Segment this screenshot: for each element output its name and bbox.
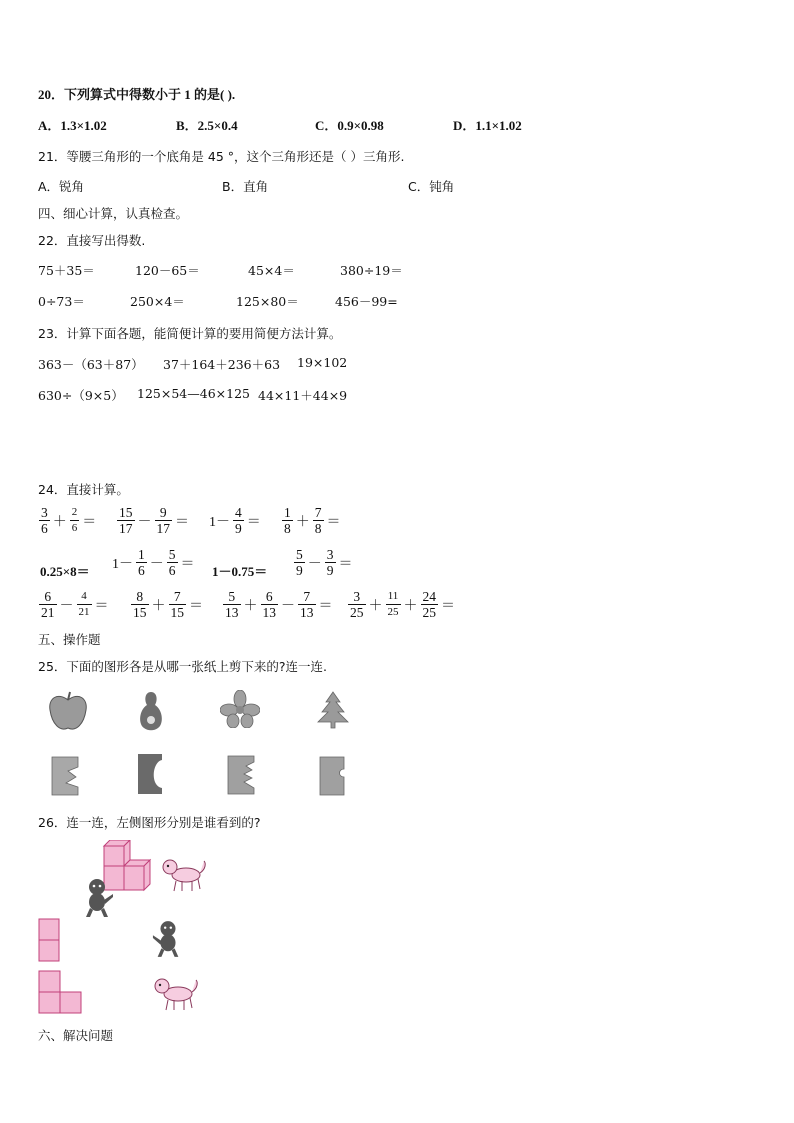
q22-stem: 22．直接写出得数. xyxy=(38,233,146,248)
q21-option-b[interactable]: B．直角 xyxy=(222,179,269,194)
q24-expr: $\frac{3}{6}$ ＋ $\frac{2}{6}$ ＝ xyxy=(41,505,97,536)
monkey-icon[interactable] xyxy=(152,920,184,958)
q24-expr: $\frac{6}{21}$ － $\frac{4}{21}$ ＝ xyxy=(41,589,109,620)
q22-item: 125×80＝ xyxy=(236,294,299,309)
section-4-heading: 四、细心计算，认真检查。 xyxy=(38,206,189,221)
q21-option-c[interactable]: C．钝角 xyxy=(408,179,455,194)
q20-stem: 20．下列算式中得数小于 1 的是( ). xyxy=(38,87,236,102)
view-shape-two-stacked[interactable] xyxy=(38,918,62,964)
section-5-heading: 五、操作题 xyxy=(38,632,101,647)
q20-option-d[interactable]: D．1.1×1.02 xyxy=(453,118,522,133)
monkey-icon[interactable] xyxy=(80,878,114,918)
q23-item: 363－（63＋87） xyxy=(38,357,144,372)
q20-option-c[interactable]: C．0.9×0.98 xyxy=(315,118,384,133)
q24-expr: $\frac{1}{8}$ ＋ $\frac{7}{8}$ ＝ xyxy=(284,505,341,536)
q20-option-a[interactable]: A．1.3×1.02 xyxy=(38,118,107,133)
q22-item: 250×4＝ xyxy=(130,294,185,309)
q26-stem: 26．连一连，左侧图形分别是谁看到的? xyxy=(38,815,261,830)
folded-paper-icon[interactable] xyxy=(318,755,348,797)
q23-item: 630÷（9×5） xyxy=(38,388,124,403)
q22-item: 45×4＝ xyxy=(248,263,295,278)
q23-stem: 23．计算下面各题，能简便计算的要用简便方法计算。 xyxy=(38,326,342,341)
folded-paper-icon[interactable] xyxy=(226,754,256,796)
apple-cutout-icon[interactable] xyxy=(48,690,88,734)
q24-stem: 24．直接计算。 xyxy=(38,482,129,497)
dog-icon[interactable] xyxy=(152,974,200,1012)
gourd-cutout-icon[interactable] xyxy=(136,690,166,732)
q24-expr: $\frac{5}{9}$ － $\frac{3}{9}$ ＝ xyxy=(296,547,353,578)
q22-item: 380÷19＝ xyxy=(340,263,403,278)
q21-option-a[interactable]: A．锐角 xyxy=(38,179,85,194)
q22-item: 75＋35＝ xyxy=(38,263,95,278)
q24-expr: 1－ $\frac{4}{9}$ ＝ xyxy=(209,505,261,536)
q21-stem: 21．等腰三角形的一个底角是 45 °，这个三角形还是（ ）三角形. xyxy=(38,149,405,164)
q23-item: 37＋164＋236＋63 xyxy=(163,357,281,372)
q20-option-b[interactable]: B．2.5×0.4 xyxy=(176,118,238,133)
q24-expr: $\frac{3}{25}$ ＋ $\frac{11}{25}$ ＋ $\frac{24}{25}$ ＝ xyxy=(350,589,455,620)
flower-cutout-icon[interactable] xyxy=(220,690,260,728)
tree-cutout-icon[interactable] xyxy=(316,690,350,730)
q22-item: 120－65＝ xyxy=(135,263,200,278)
q24-expr: $\frac{8}{15}$ ＋ $\frac{7}{15}$ ＝ xyxy=(133,589,203,620)
folded-paper-icon[interactable] xyxy=(50,755,80,797)
dog-icon[interactable] xyxy=(160,855,208,893)
q25-stem: 25．下面的图形各是从哪一张纸上剪下来的?连一连. xyxy=(38,659,328,674)
view-shape-l-three[interactable] xyxy=(38,970,84,1016)
q22-item: 456－99= xyxy=(335,294,398,309)
section-6-heading: 六、解决问题 xyxy=(38,1028,114,1043)
q23-item: 125×54—46×125 xyxy=(137,386,250,401)
q24-expr: 1－ $\frac{1}{6}$ － $\frac{5}{6}$ ＝ xyxy=(112,547,195,578)
q24-expr: 1－0.75＝ xyxy=(212,564,268,579)
q24-expr: $\frac{5}{13}$ ＋ $\frac{6}{13}$ － $\frac{7}{13}$ ＝ xyxy=(225,589,333,620)
folded-paper-icon[interactable] xyxy=(136,752,166,796)
q22-item: 0÷73＝ xyxy=(38,294,85,309)
q24-expr: $\frac{15}{17}$ － $\frac{9}{17}$ ＝ xyxy=(119,505,189,536)
q24-expr: 0.25×8＝ xyxy=(40,564,90,579)
q23-item: 44×11＋44×9 xyxy=(258,388,348,403)
q23-item: 19×102 xyxy=(297,355,348,370)
